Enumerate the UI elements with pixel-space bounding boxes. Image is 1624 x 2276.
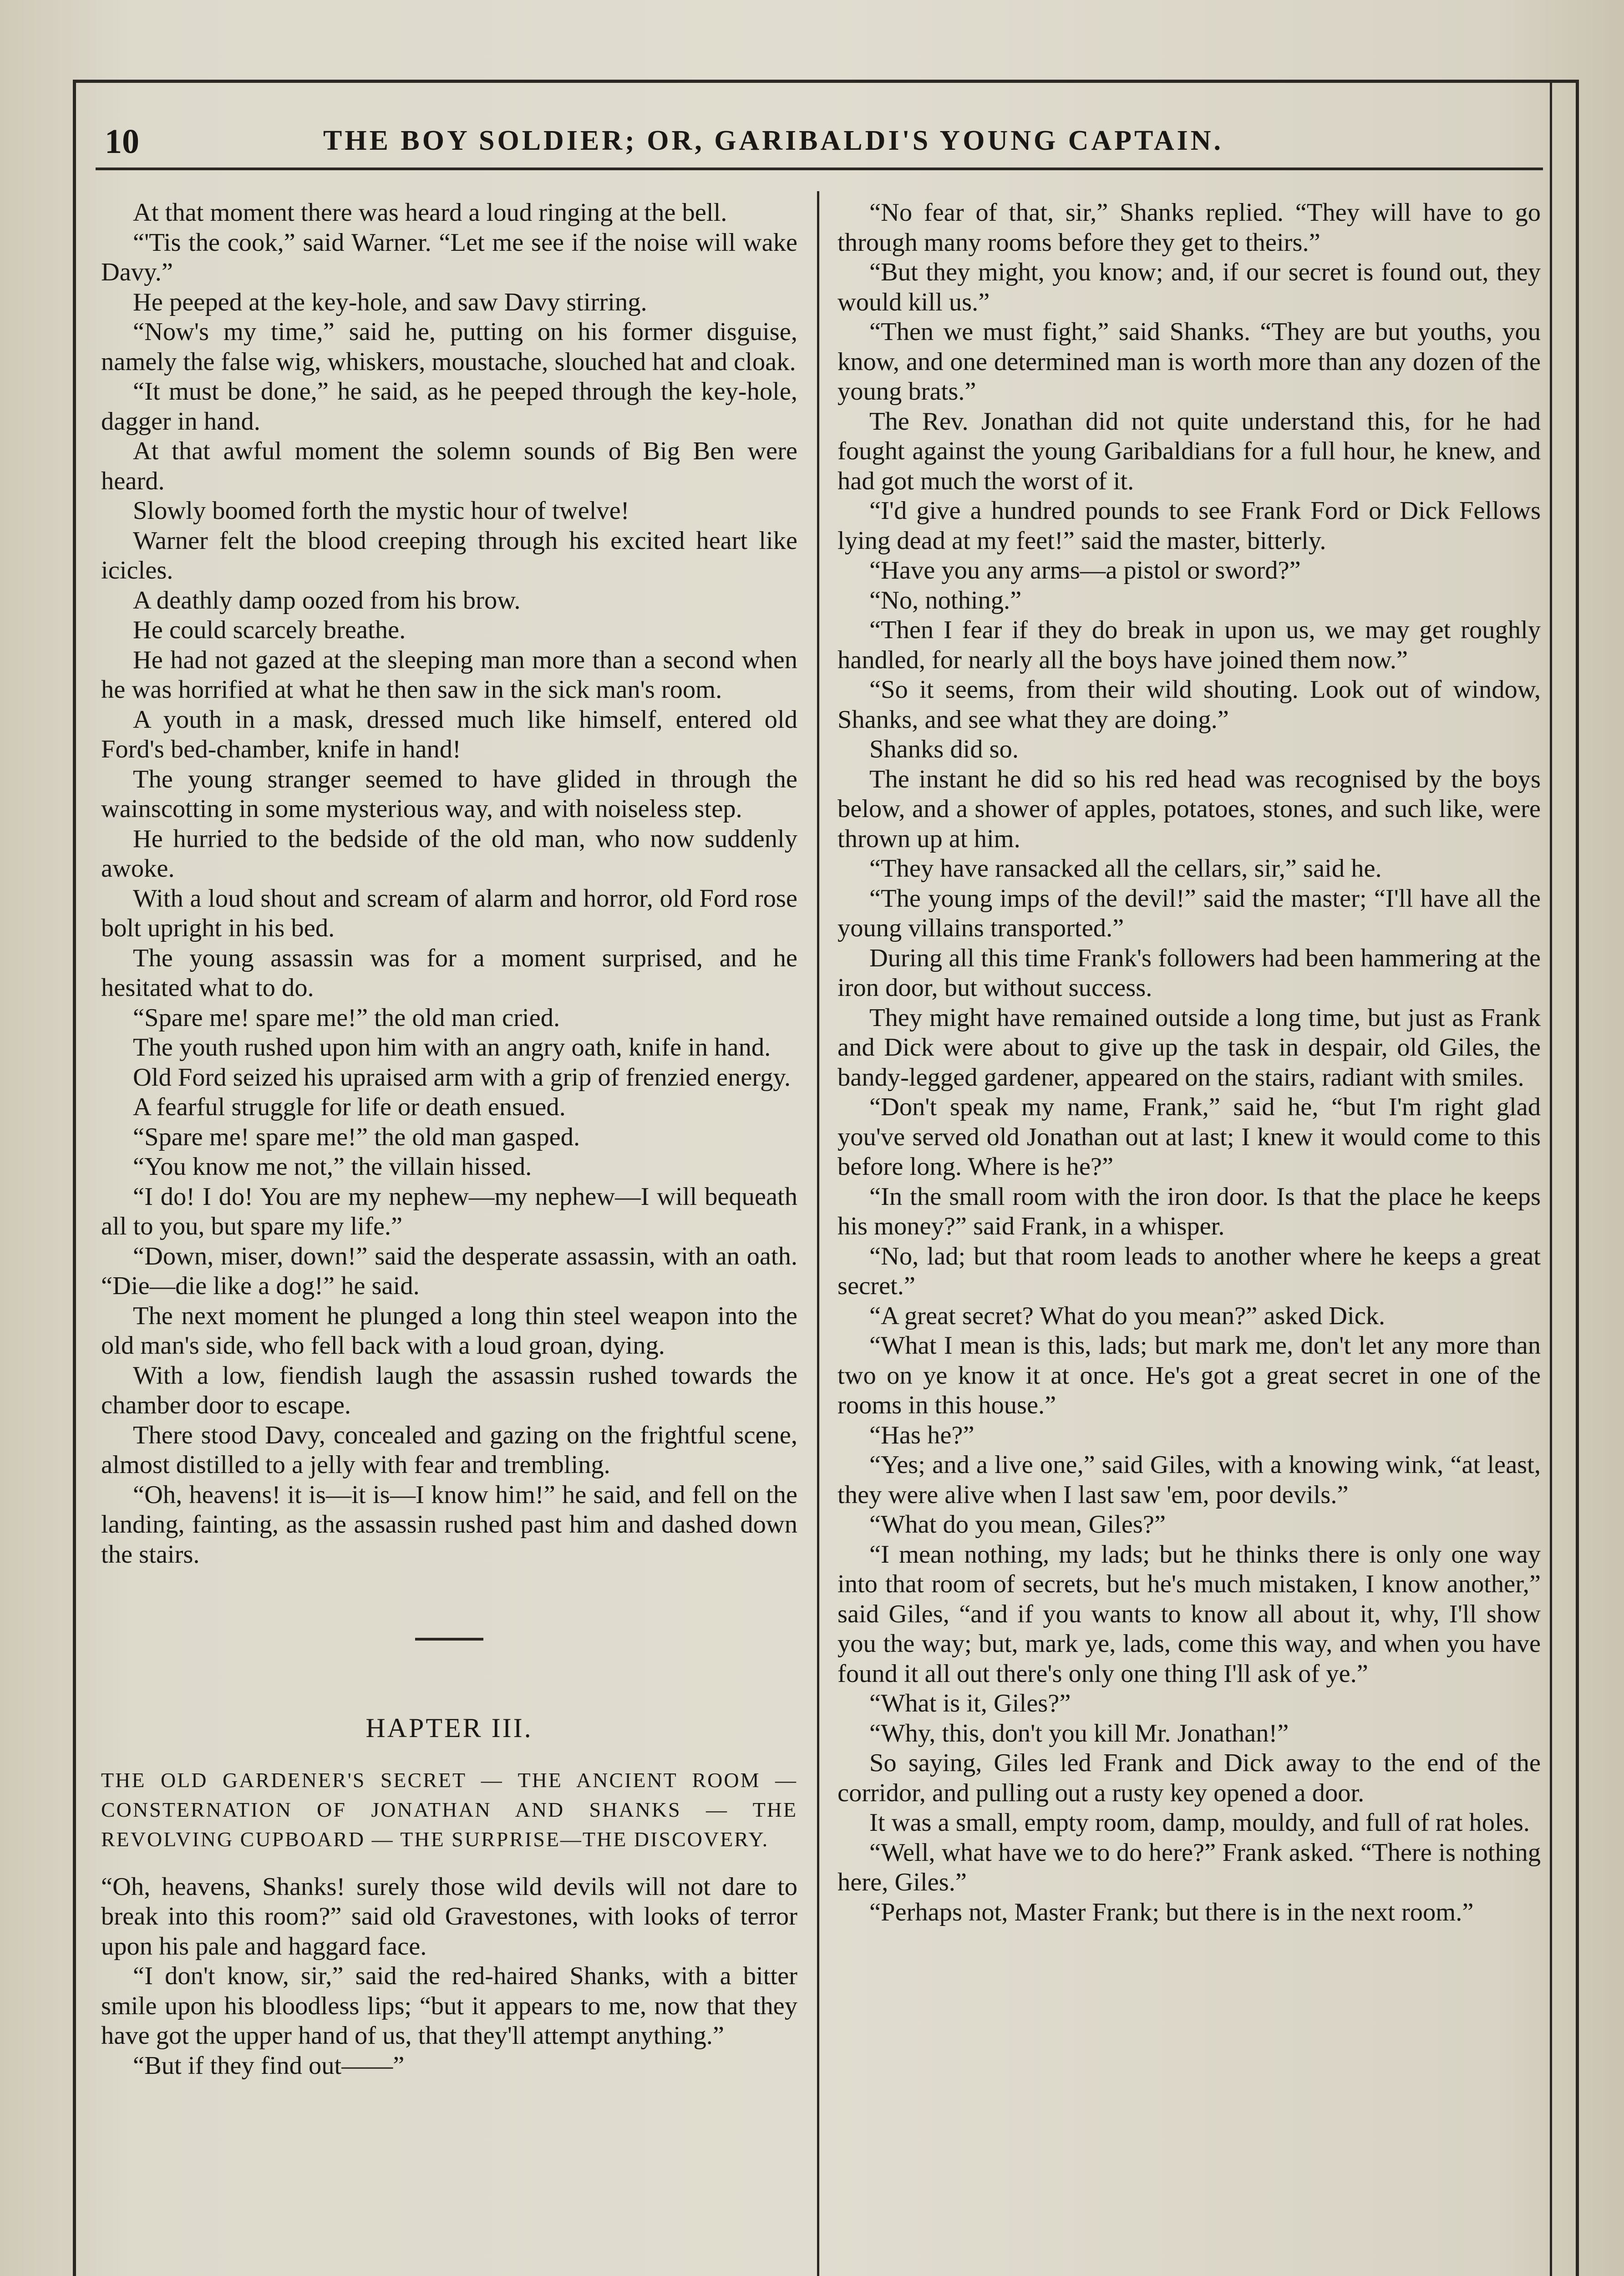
paragraph: “Have you any arms—a pistol or sword?” xyxy=(869,556,1301,584)
paragraph: He hurried to the bedside of the old man, who now suddenly awoke. xyxy=(101,824,797,883)
paragraph: “What do you mean, Giles?” xyxy=(869,1510,1166,1539)
paragraph: He had not gazed at the sleeping man more than a second when he was horrified at what he then saw in the sick man's room. xyxy=(101,645,797,704)
paragraph: “Oh, heavens! it is—it is—I know him!” he said, and fell on the landing, fainting, as the assassin rushed past him and dashed down the stairs. xyxy=(101,1480,797,1569)
chapter-paragraphs xyxy=(101,1872,797,2081)
paragraph: A youth in a mask, dressed much like himself, entered old Ford's bed-chamber, knife in hand! xyxy=(101,705,797,763)
paragraph: “Now's my time,” said he, putting on his former disguise, namely the false wig, whiskers, moustache, slouched hat and cloak. xyxy=(101,318,797,376)
paragraph: Slowly boomed forth the mystic hour of twelve! xyxy=(133,497,629,525)
paragraph: Shanks did so. xyxy=(869,735,1019,763)
paragraph: “They have ransacked all the cellars, sir,” said he. xyxy=(869,854,1382,883)
right-border-rule xyxy=(1550,80,1552,2276)
paragraph: “I don't know, sir,” said the red-haired Shanks, with a bitter smile upon his bloodless lips; “but it appears to me, now that they have got the upper hand of us, that they'll attempt anything.” xyxy=(101,1962,797,2050)
paragraph: They might have remained outside a long time, but just as Frank and Dick were about to give up the task in despair, old Giles, the bandy-legged gardener, appeared on the stairs, radiant with smiles. xyxy=(837,1003,1541,1092)
left-column-paragraphs xyxy=(101,198,797,1570)
paragraph: He could scarcely breathe. xyxy=(133,616,406,644)
right-column xyxy=(837,198,1541,1927)
paragraph: “Spare me! spare me!” the old man gasped. xyxy=(133,1123,580,1151)
paragraph: During all this time Frank's followers had been hammering at the iron door, but without success. xyxy=(837,944,1541,1002)
paragraph: “Oh, heavens, Shanks! surely those wild devils will not dare to break into this room?” said old Gravestones, with looks of terror upon his pale and haggard face. xyxy=(101,1872,797,1961)
paragraph: “What I mean is this, lads; but mark me, don't let any more than two on ye know it at once. He's got a great secret in one of the rooms in this house.” xyxy=(837,1331,1541,1419)
paragraph: “Why, this, don't you kill Mr. Jonathan!” xyxy=(869,1719,1289,1748)
column-divider xyxy=(817,191,819,2276)
paragraph: “The young imps of the devil!” said the master; “I'll have all the young villains transported.” xyxy=(837,884,1541,942)
section-separator xyxy=(415,1638,483,1641)
paragraph: “Yes; and a live one,” said Giles, with a knowing wink, “at least, they were alive when I last saw 'em, poor devils.” xyxy=(837,1451,1541,1509)
paragraph: “Down, miser, down!” said the desperate assassin, with an oath. “Die—die like a dog!” he said. xyxy=(101,1242,797,1300)
paragraph: At that moment there was heard a loud ringing at the bell. xyxy=(133,198,727,227)
paragraph: “Then I fear if they do break in upon us, we may get roughly handled, for nearly all the boys have joined them now.” xyxy=(837,616,1541,674)
paragraph: A deathly damp oozed from his brow. xyxy=(133,586,521,615)
paragraph: Old Ford seized his upraised arm with a grip of frenzied energy. xyxy=(133,1063,791,1092)
paragraph: “A great secret? What do you mean?” asked Dick. xyxy=(869,1301,1385,1330)
paragraph: “Has he?” xyxy=(869,1421,974,1449)
paragraph: The Rev. Jonathan did not quite understand this, for he had fought against the young Garibaldians for a full hour, he knew, and had got much the worst of it. xyxy=(837,407,1541,495)
paragraph: “I'd give a hundred pounds to see Frank Ford or Dick Fellows lying dead at my feet!” said the master, bitterly. xyxy=(837,497,1541,555)
chapter-title: HAPTER III. xyxy=(365,1713,533,1743)
paragraph: “But they might, you know; and, if our secret is found out, they would kill us.” xyxy=(837,258,1541,316)
paragraph: “I mean nothing, my lads; but he thinks there is only one way into that room of secrets, but he's much mistaken, I know another,” said Giles, “and if you wants to know all about it, why, I'll show you the way; but, mark ye, lads, come this way, and when you have found it all out there's only one thing I'll ask of ye.” xyxy=(837,1540,1541,1688)
paragraph: “Well, what have we to do here?” Frank asked. “There is nothing here, Giles.” xyxy=(837,1838,1541,1896)
paragraph: “Then we must fight,” said Shanks. “They are but youths, you know, and one determined man is worth more than any dozen of the young brats.” xyxy=(837,318,1541,406)
paragraph: With a low, fiendish laugh the assassin rushed towards the chamber door to escape. xyxy=(101,1361,797,1419)
paragraph: The young assassin was for a moment surprised, and he hesitated what to do. xyxy=(101,944,797,1002)
right-column-paragraphs xyxy=(837,198,1541,1927)
paragraph: The youth rushed upon him with an angry oath, knife in hand. xyxy=(133,1033,771,1062)
paragraph: It was a small, empty room, damp, mouldy, and full of rat holes. xyxy=(869,1809,1530,1837)
page-header xyxy=(105,118,1538,168)
paragraph: A fearful struggle for life or death ensued. xyxy=(133,1093,566,1121)
paragraph: The next moment he plunged a long thin steel weapon into the old man's side, who fell back with a loud groan, dying. xyxy=(101,1301,797,1360)
page-number: 10 xyxy=(105,122,139,161)
paragraph: “Spare me! spare me!” the old man cried. xyxy=(133,1003,560,1032)
paragraph: “I do! I do! You are my nephew—my nephew—I will bequeath all to you, but spare my life.” xyxy=(101,1182,797,1240)
chapter-summary: THE OLD GARDENER'S SECRET — THE ANCIENT ROOM — CONSTERNATION OF JONATHAN AND SHANKS — THE REVOLVING CUPBOARD — THE SURPRISE—THE DISCOVERY. xyxy=(101,1768,797,1851)
paragraph: Warner felt the blood creeping through his excited heart like icicles. xyxy=(101,526,797,584)
paragraph: “But if they find out——” xyxy=(133,2051,405,2080)
paragraph: “In the small room with the iron door. Is that the place he keeps his money?” said Frank, in a whisper. xyxy=(837,1182,1541,1240)
paragraph: At that awful moment the solemn sounds of Big Ben were heard. xyxy=(101,437,797,495)
paragraph: “So it seems, from their wild shouting. Look out of window, Shanks, and see what they are doing.” xyxy=(837,676,1541,734)
paragraph: “'Tis the cook,” said Warner. “Let me see if the noise will wake Davy.” xyxy=(101,228,797,286)
paragraph: “Don't speak my name, Frank,” said he, “but I'm right glad you've served old Jonathan out at last; I knew it would come to this before long. Where is he?” xyxy=(837,1093,1541,1181)
paragraph: “Perhaps not, Master Frank; but there is in the next room.” xyxy=(869,1898,1474,1926)
header-rule xyxy=(96,168,1543,170)
paragraph: So saying, Giles led Frank and Dick away to the end of the corridor, and pulling out a rusty key opened a door. xyxy=(837,1749,1541,1807)
paragraph: “No, nothing.” xyxy=(869,586,1022,615)
left-column xyxy=(101,198,797,2081)
paragraph: The young stranger seemed to have glided in through the wainscotting in some mysterious way, and with noiseless step. xyxy=(101,765,797,823)
running-title: THE BOY SOLDIER; OR, GARIBALDI'S YOUNG CAPTAIN. xyxy=(323,125,1224,156)
paragraph: With a loud shout and scream of alarm and horror, old Ford rose bolt upright in his bed. xyxy=(101,884,797,942)
paragraph: “It must be done,” he said, as he peeped through the key-hole, dagger in hand. xyxy=(101,377,797,436)
paragraph: There stood Davy, concealed and gazing on the frightful scene, almost distilled to a jelly with fear and trembling. xyxy=(101,1421,797,1479)
paragraph: “No, lad; but that room leads to another where he keeps a great secret.” xyxy=(837,1242,1541,1300)
paragraph: The instant he did so his red head was recognised by the boys below, and a shower of apples, potatoes, stones, and such like, were thrown up at him. xyxy=(837,765,1541,853)
paragraph: “What is it, Giles?” xyxy=(869,1689,1071,1717)
paragraph: He peeped at the key-hole, and saw Davy stirring. xyxy=(133,288,647,316)
paragraph: “You know me not,” the villain hissed. xyxy=(133,1153,532,1181)
paragraph: “No fear of that, sir,” Shanks replied. “They will have to go through many rooms before they get to theirs.” xyxy=(837,198,1541,257)
